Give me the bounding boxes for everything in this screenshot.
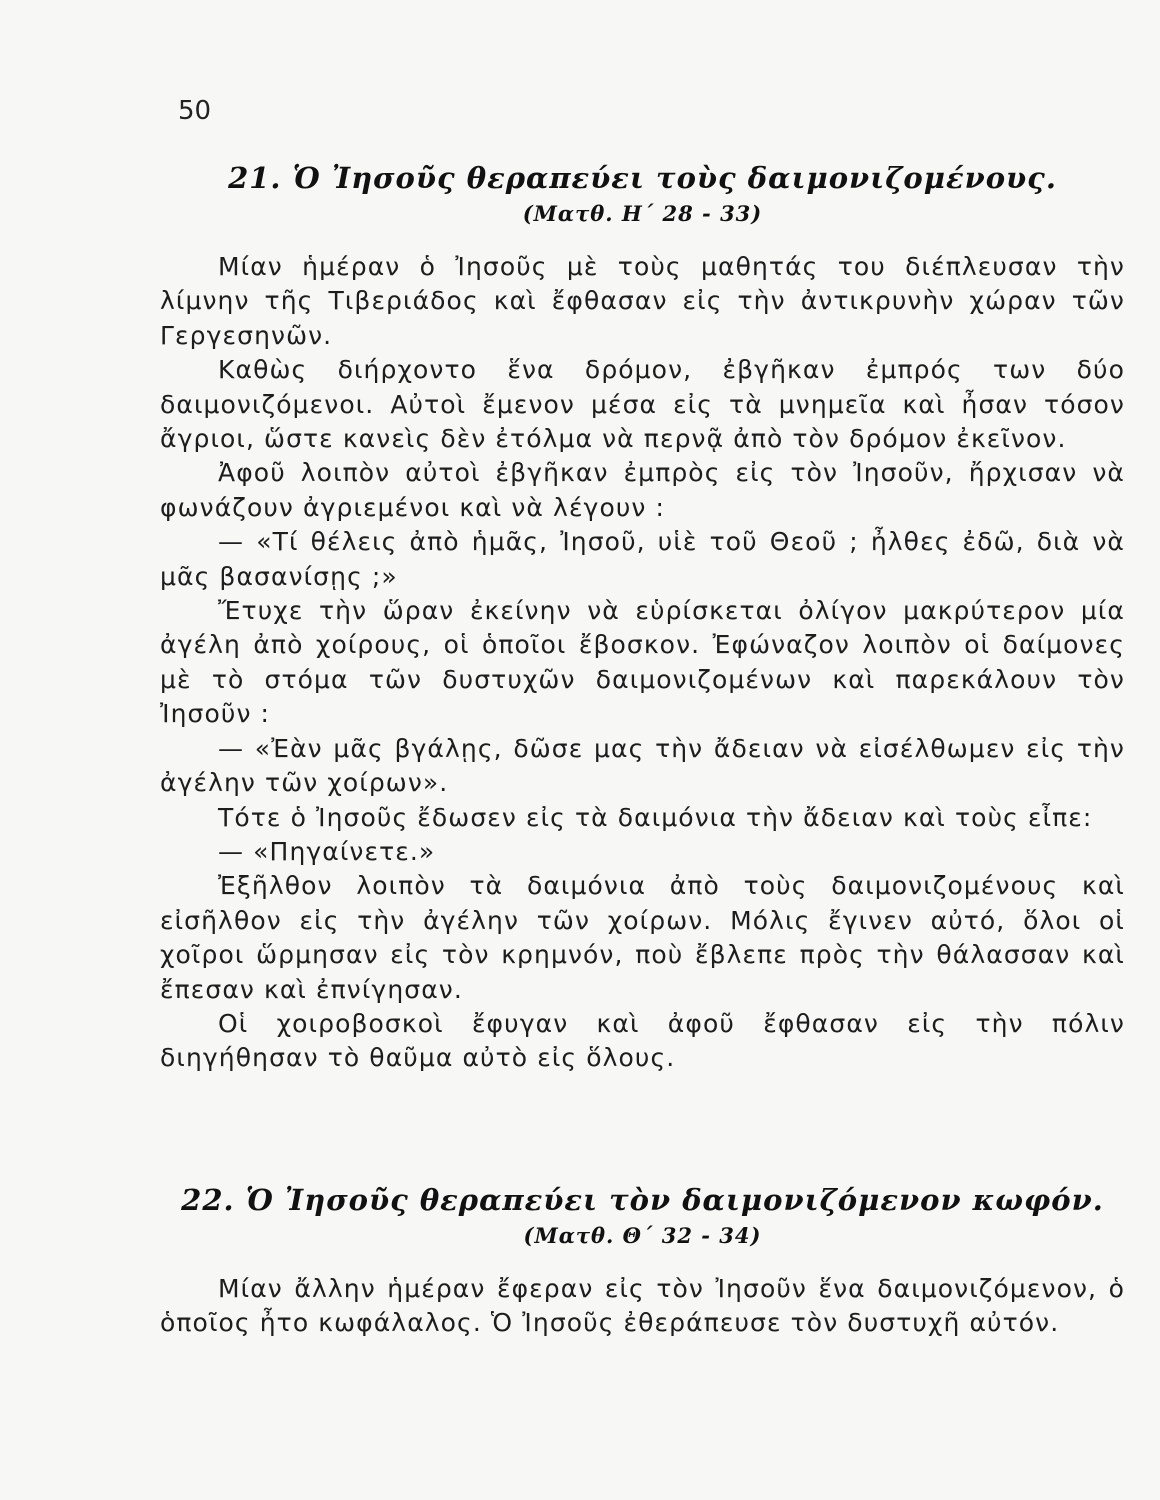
section-heading: 21. Ὁ Ἰησοῦς θεραπεύει τοὺς δαιμονιζομένους. [228,161,1057,195]
section-22 [160,1180,1125,1341]
section-21 [160,158,1125,1076]
dialogue-line: — «Πηγαίνετε.» [218,836,436,866]
dialogue-line: — «Τί θέλεις ἀπὸ ἡμᾶς, Ἰησοῦ, υἱὲ τοῦ Θεοῦ ; ἦλθες ἐδῶ, διὰ νὰ μᾶς βασανίσῃς ;» [160,527,1125,591]
paragraph: Καθὼς διήρχοντο ἕνα δρόμον, ἐβγῆκαν ἐμπρός των δύο δαιμονιζόμενοι. Αὐτοὶ ἔμενον μέσα εἰς τὰ μνημεῖα καὶ ἦσαν τόσον ἄγριοι, ὥστε κανεὶς δὲν ἐτόλμα νὰ περνᾷ ἀπὸ τὸν δρόμον ἐκεῖνον. [160,355,1125,454]
section-heading: 22. Ὁ Ἰησοῦς θεραπεύει τὸν δαιμονιζόμενον κωφόν. [181,1183,1104,1217]
scripture-reference: (Ματθ. Η΄ 28 - 33) [522,201,763,226]
dialogue-line: — «Ἐὰν μᾶς βγάλῃς, δῶσε μας τὴν ἄδειαν νὰ εἰσέλθωμεν εἰς τὴν ἀγέλην τῶν χοίρων». [160,733,1125,798]
scripture-reference: (Ματθ. Θ΄ 32 - 34) [523,1223,762,1248]
paragraph: Τότε ὁ Ἰησοῦς ἔδωσεν εἰς τὰ δαιμόνια τὴν ἄδειαν καὶ τοὺς εἶπε: [218,802,1093,832]
paragraph: Μίαν ἡμέραν ὁ Ἰησοῦς μὲ τοὺς μαθητάς του διέπλευσαν τὴν λίμνην τῆς Τιβεριάδος καὶ ἔφθασαν εἰς τὴν ἀντικρυνὴν χώραν τῶν Γεργεσηνῶν. [160,252,1125,350]
paragraph: Ἐξῆλθον λοιπὸν τὰ δαιμόνια ἀπὸ τοὺς δαιμονιζομένους καὶ εἰσῆλθον εἰς τὴν ἀγέλην τῶν χοίρων. Μόλις ἔγινεν αὐτό, ὅλοι οἱ χοῖροι ὥρμησαν εἰς τὸν κρημνόν, ποὺ ἔβλεπε πρὸς τὴν θάλασσαν καὶ ἔπεσαν καὶ ἐπνίγησαν. [160,871,1125,1004]
paragraph: Οἱ χοιροβοσκοὶ ἔφυγαν καὶ ἀφοῦ ἔφθασαν εἰς τὴν πόλιν διηγήθησαν τὸ θαῦμα αὐτὸ εἰς ὅλους. [160,1008,1125,1073]
paragraph: Ἀφοῦ λοιπὸν αὐτοὶ ἐβγῆκαν ἐμπρὸς εἰς τὸν Ἰησοῦν, ἤρχισαν νὰ φωνάζουν ἀγριεμένοι καὶ νὰ λέγουν : [160,458,1125,522]
paragraph: Ἔτυχε τὴν ὥραν ἐκείνην νὰ εὑρίσκεται ὀλίγον μακρύτερον μία ἀγέλη ἀπὸ χοίρους, οἱ ὁποῖοι ἔβοσκον. Ἐφώναζον λοιπὸν οἱ δαίμονες μὲ τὸ στόμα τῶν δυστυχῶν δαιμονιζομένων καὶ παρεκάλουν τὸν Ἰησοῦν : [160,596,1125,729]
page-number: 50 [178,96,212,126]
paragraph: Μίαν ἄλλην ἡμέραν ἔφεραν εἰς τὸν Ἰησοῦν ἕνα δαιμονιζόμενον, ὁ ὁποῖος ἦτο κωφάλαλος. Ὁ Ἰησοῦς ἐθεράπευσε τὸν δυστυχῆ αὐτόν. [160,1274,1125,1338]
